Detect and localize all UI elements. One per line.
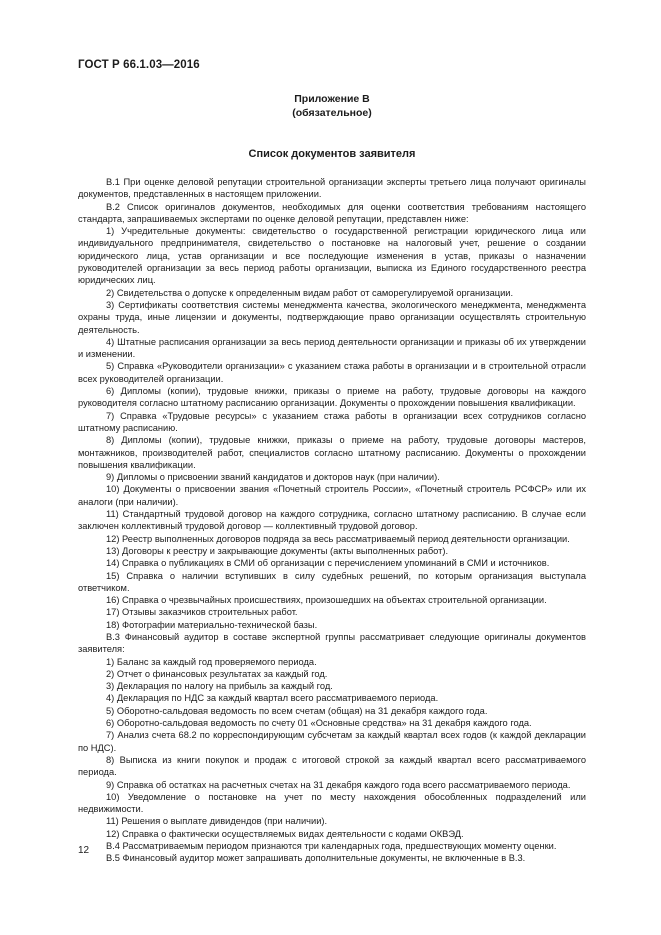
list-item: 13) Договоры к реестру и закрывающие документы (акты выполненных работ). — [106, 545, 449, 556]
list-item: 11) Стандартный трудовой договор на каждого сотрудника, согласно штатному расписанию. В случае если заключен коллективный трудовой договор — коллективный трудовой договор. — [78, 509, 586, 532]
list-item: 18) Фотографии материально-технической базы. — [106, 619, 318, 630]
list-item: 9) Дипломы о присвоении званий кандидатов и докторов наук (при наличии). — [106, 472, 440, 483]
list-item: 16) Справка о чрезвычайных происшествиях, произошедших на объектах строительной организации. — [106, 595, 547, 606]
paragraph: В.2 Список оригиналов документов, необходимых для оценки соответствия требованиям настоящего стандарта, запрашиваемых экспертами по оценке деловой репутации, представлен ниже: — [78, 201, 586, 224]
list-item: 3) Декларация по налогу на прибыль за каждый год. — [106, 681, 333, 692]
list-item: 6) Оборотно-сальдовая ведомость по счету 01 «Основные средства» на 31 декабря каждого года. — [106, 718, 532, 729]
list-item: 14) Справка о публикациях в СМИ об организации с перечислением упоминаний в СМИ и источников. — [106, 558, 550, 569]
page-number: 12 — [78, 845, 90, 856]
appendix-status: (обязательное) — [292, 107, 372, 119]
list-item: 4) Штатные расписания организации за весь период деятельности организации и приказы об их утверждении и изменении. — [78, 336, 586, 360]
list-item: 4) Декларация по НДС за каждый квартал всего рассматриваемого периода. — [106, 693, 439, 704]
list-item: 10) Уведомление о постановке на учет по месту нахождения обособленных подразделений или недвижимости. — [78, 791, 586, 815]
paragraph: В.4 Рассматриваемым периодом признаются три календарных года, предшествующих моменту оценки. — [106, 841, 557, 852]
list-item: 5) Справка «Руководители организации» с указанием стажа работы в организации и в строительной отрасли всех руководителей организации. — [78, 361, 586, 384]
list-item: 7) Справка «Трудовые ресурсы» с указанием стажа работы в организации всех сотрудников согласно штатному расписанию. — [78, 410, 586, 433]
document-title: Список документов заявителя — [248, 148, 416, 160]
list-item: 8) Выписка из книги покупок и продаж с итоговой строкой за каждый квартал всего рассматриваемого периода. — [78, 754, 586, 778]
list-item: 15) Справка о наличии вступивших в силу судебных решений, по которым организация выступала ответчиком. — [78, 570, 586, 593]
paragraph: В.1 При оценке деловой репутации строительной организации эксперты третьего лица получают оригиналы документов, представленных в настоящем приложении. — [78, 177, 586, 200]
list-item: 11) Решения о выплате дивидендов (при наличии). — [106, 816, 328, 827]
list-item: 6) Дипломы (копии), трудовые книжки, приказы о приеме на работу, трудовые договоры на каждого руководителя согласно штатному расписанию организации. Документы о прохождении повышения квалификации. — [78, 386, 586, 409]
list-item: 9) Справка об остатках на расчетных счетах на 31 декабря каждого года всего рассматриваемого периода. — [106, 779, 571, 790]
list-item: 10) Документы о присвоении звания «Почетный строитель России», «Почетный строитель РСФСР» или их аналоги (при наличии). — [78, 484, 586, 507]
list-item: 1) Баланс за каждый год проверяемого периода. — [106, 656, 317, 667]
list-item: 3) Сертификаты соответствия системы менеджмента качества, экологического менеджмента, менеджмента охраны труда, иные лицензии и документы, подтверждающие право организации осуществлять строительную деятельность. — [78, 299, 586, 335]
list-item: 7) Анализ счета 68.2 по корреспондирующим субсчетам за каждый квартал всех годов (к каждой декларации по НДС). — [78, 730, 586, 753]
list-item: 17) Отзывы заказчиков строительных работ. — [106, 607, 298, 618]
list-item: 12) Реестр выполненных договоров подряда за весь рассматриваемый период деятельности организации. — [106, 533, 570, 544]
appendix-title: Приложение В — [294, 93, 370, 105]
list-item: 2) Отчет о финансовых результатах за каждый год. — [106, 668, 328, 679]
list-item: 12) Справка о фактически осуществляемых видах деятельности с кодами ОКВЭД. — [106, 828, 464, 839]
list-item: 5) Оборотно-сальдовая ведомость по всем счетам (общая) на 31 декабря каждого года. — [106, 705, 488, 716]
list-item: 8) Дипломы (копии), трудовые книжки, приказы о приеме на работу, трудовые договоры мастеров, монтажников, производителей работ, специалистов согласно штатному расписанию. Документы о прохождении повышения квалификации. — [78, 435, 586, 470]
list-item: 1) Учредительные документы: свидетельство о государственной регистрации юридического лица или индивидуального предпринимателя, свидетельство о постановке на налоговый учет, решение о создании юридического лица, устав организации и все последующие изменения в устав, приказы о назначении руководителей организации за весь период работы организации, выписка из Единого государственного реестра юридических лиц. — [78, 226, 586, 286]
document-body — [78, 176, 586, 865]
appendix-heading — [78, 92, 586, 120]
paragraph: В.3 Финансовый аудитор в составе экспертной группы рассматривает следующие оригиналы документов заявителя: — [78, 631, 586, 655]
standard-header: ГОСТ Р 66.1.03—2016 — [78, 59, 200, 71]
paragraph: В.5 Финансовый аудитор может запрашивать дополнительные документы, не включенные в В.3. — [106, 853, 526, 864]
list-item: 2) Свидетельства о допуске к определенным видам работ от саморегулируемой организации. — [106, 287, 514, 298]
